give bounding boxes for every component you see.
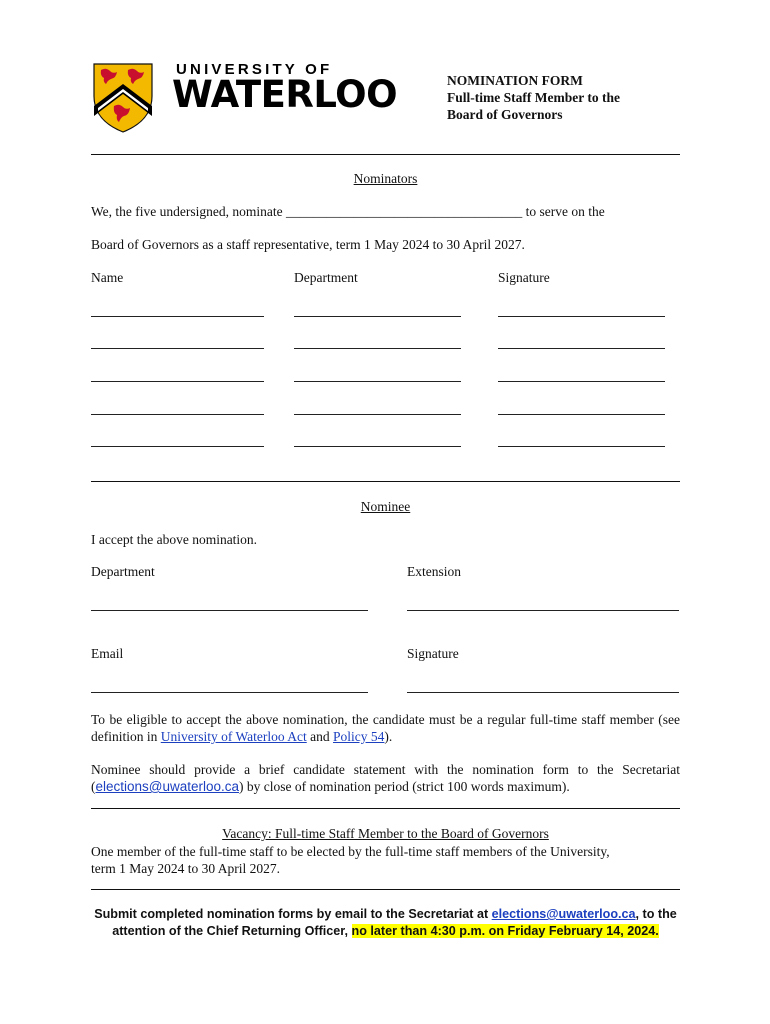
email-label: Email bbox=[91, 646, 124, 661]
form-title-line3: Board of Governors bbox=[447, 107, 563, 122]
deadline-highlight: no later than 4:30 p.m. on Friday February 14, 2024. bbox=[351, 924, 659, 938]
nominators-heading: Nominators bbox=[353, 171, 418, 186]
nominator-1-signature-field[interactable] bbox=[498, 316, 665, 317]
nominator-3-name-field[interactable] bbox=[91, 381, 264, 382]
nominator-3-department-field[interactable] bbox=[294, 381, 461, 382]
submission-text: Submit completed nomination forms by email to the Secretariat at bbox=[94, 907, 489, 921]
nominator-4-signature-field[interactable] bbox=[498, 414, 665, 415]
nominator-3-signature-field[interactable] bbox=[498, 381, 665, 382]
policy-54-link[interactable]: Policy 54 bbox=[333, 729, 385, 744]
form-title-line1: NOMINATION FORM bbox=[447, 73, 583, 88]
eligibility-end: ). bbox=[384, 729, 393, 744]
nominee-extension-field[interactable] bbox=[407, 610, 679, 611]
divider bbox=[91, 889, 680, 890]
logo-wordmark-top: UNIVERSITY OF bbox=[176, 61, 333, 78]
nominator-5-department-field[interactable] bbox=[294, 446, 461, 447]
divider bbox=[91, 808, 680, 809]
footer-email-link[interactable]: elections@uwaterloo.ca bbox=[491, 907, 636, 921]
nominee-department-field[interactable] bbox=[91, 610, 368, 611]
secretariat-email-link[interactable]: elections@uwaterloo.ca bbox=[95, 779, 240, 794]
nominator-1-name-field[interactable] bbox=[91, 316, 264, 317]
submission-text-middle: , to the attention of the Chief Returning Officer, bbox=[112, 907, 677, 938]
signature-label: Signature bbox=[407, 646, 459, 661]
eligibility-and: and bbox=[310, 729, 330, 744]
accept-statement: I accept the above nomination. bbox=[91, 532, 258, 547]
vacancy-line1: One member of the full-time staff to be elected by the full-time staff members of the University, bbox=[91, 844, 610, 859]
nominate-statement bbox=[91, 204, 680, 220]
divider bbox=[91, 154, 680, 155]
submission-instructions bbox=[91, 906, 680, 940]
extension-label: Extension bbox=[407, 564, 461, 579]
nominate-term: Board of Governors as a staff representative, term 1 May 2024 to 30 April 2027. bbox=[91, 237, 525, 252]
form-title-line2: Full-time Staff Member to the bbox=[447, 90, 620, 105]
column-header-signature: Signature bbox=[498, 270, 550, 285]
nominator-4-department-field[interactable] bbox=[294, 414, 461, 415]
university-act-link[interactable]: University of Waterloo Act bbox=[160, 729, 307, 744]
nominate-intro: We, the five undersigned, nominate bbox=[91, 204, 283, 219]
column-header-name: Name bbox=[91, 270, 124, 285]
statement-text: Nominee should provide a brief candidate statement with the nomination form to the Secretariat ( bbox=[91, 762, 680, 794]
vacancy-line2: term 1 May 2024 to 30 April 2027. bbox=[91, 861, 280, 876]
vacancy-heading: Vacancy: Full-time Staff Member to the Board of Governors bbox=[222, 826, 549, 841]
eligibility-text: To be eligible to accept the above nomination, the candidate must be a regular full-time staff member (see definition in bbox=[91, 712, 680, 744]
vacancy-text bbox=[91, 843, 610, 877]
eligibility-paragraph bbox=[91, 711, 680, 745]
nominator-1-department-field[interactable] bbox=[294, 316, 461, 317]
nominee-email-field[interactable] bbox=[91, 692, 368, 693]
department-label: Department bbox=[91, 564, 155, 579]
nominator-4-name-field[interactable] bbox=[91, 414, 264, 415]
nominator-5-name-field[interactable] bbox=[91, 446, 264, 447]
logo-wordmark-main: WATERLOO bbox=[172, 73, 398, 116]
university-shield-logo bbox=[92, 62, 154, 134]
column-header-department: Department bbox=[294, 270, 358, 285]
nominator-2-department-field[interactable] bbox=[294, 348, 461, 349]
form-title bbox=[447, 72, 620, 123]
divider bbox=[91, 481, 680, 482]
statement-text-end: ) by close of nomination period (strict 100 words maximum). bbox=[239, 779, 570, 794]
nominee-signature-field[interactable] bbox=[407, 692, 679, 693]
nominee-heading: Nominee bbox=[360, 499, 411, 514]
nominator-5-signature-field[interactable] bbox=[498, 446, 665, 447]
nominator-2-signature-field[interactable] bbox=[498, 348, 665, 349]
statement-paragraph bbox=[91, 761, 680, 795]
nominee-name-blank[interactable]: ___________________________________ bbox=[285, 204, 523, 219]
nominate-intro-end: to serve on the bbox=[525, 204, 605, 219]
nominator-2-name-field[interactable] bbox=[91, 348, 264, 349]
